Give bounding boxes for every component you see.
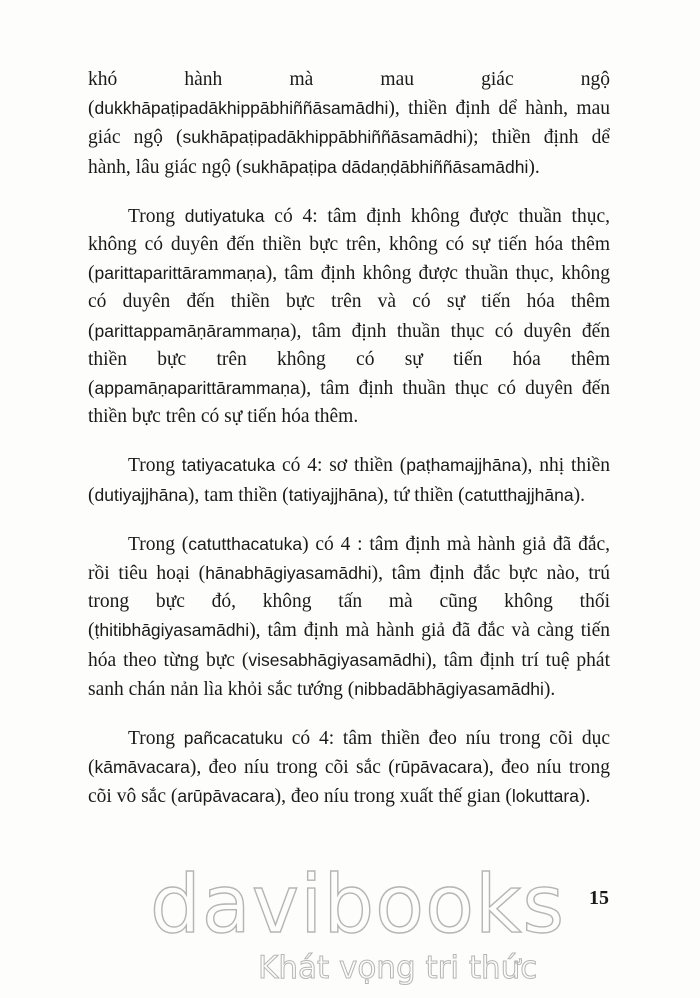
text-segment: ), đeo níu trong cõi sắc ( [189, 757, 395, 779]
text-segment: Trong [128, 728, 184, 750]
paragraph [88, 202, 610, 432]
text-segment: khó hành mà mau giác ngộ ( [88, 69, 610, 120]
text-segment: ), tâm định mà hành giả đã đắc và càng tiến hóa theo từng bực ( [88, 620, 610, 671]
pali-term: parittaparittārammaṇa [94, 263, 266, 284]
pali-term: sukhāpaṭipadākhippābhiññāsamādhi [182, 127, 467, 148]
pali-term: kāmāvacara [94, 757, 190, 778]
pali-term: rūpāvacara [394, 757, 483, 778]
pali-term: catutthacatuka [188, 533, 303, 554]
text-segment: Trong [128, 455, 182, 477]
text-segment: ), đeo níu trong cõi vô sắc ( [88, 757, 610, 808]
pali-term: visesabhāgiyasamādhi [248, 649, 426, 670]
pali-term: paṭhamajjhāna [406, 455, 522, 476]
text-segment: ), tâm định thuần thục có duyên đến thiền bực trên có sự tiến hóa thêm. [88, 378, 610, 428]
text-segment: ). [573, 484, 585, 506]
text-segment: ), tâm định thuần thục có duyên đến thiền bực trên không có sự tiến hóa thêm ( [88, 320, 610, 400]
text-segment: ). [543, 678, 556, 700]
pali-term: lokuttara [511, 786, 579, 807]
text-segment: ) có 4 : tâm định mà hành giả đã đắc, rồi tiêu hoại ( [88, 533, 611, 585]
pali-term: ṭhitibhāgiyasamādhi [94, 620, 250, 641]
pali-term: parittappamāṇārammaṇa [94, 320, 291, 341]
watermark-brand: davibooks [150, 858, 566, 951]
body-text [88, 66, 610, 832]
text-segment: ). [528, 156, 540, 178]
pali-term: dutiyajjhāna [94, 484, 188, 505]
text-segment: ); thiền định dể hành, lâu giác ngộ ( [88, 127, 610, 178]
pali-term: tatiyacatuka [181, 455, 276, 476]
page-number: 15 [589, 887, 609, 909]
text-segment: ), nhị thiền ( [88, 455, 610, 506]
text-segment: Trong [128, 205, 185, 227]
text-segment: có 4: sơ thiền ( [275, 455, 407, 477]
text-segment: có 4: tâm định không được thuần thục, không có duyên đến thiền bực trên, không có sự tiến hóa thêm ( [88, 205, 610, 285]
paragraph [88, 66, 610, 182]
text-segment: ). [578, 786, 591, 808]
pali-term: tatiyajjhāna [288, 484, 378, 505]
paragraph [88, 530, 610, 704]
watermark-tagline: Khát vọng tri thức [258, 950, 538, 986]
text-segment: ), thiền định dể hành, mau giác ngộ ( [88, 98, 610, 149]
paragraph [88, 451, 610, 509]
pali-term: dukkhāpaṭipadākhippābhiññāsamādhi [94, 98, 389, 119]
pali-term: catutthajjhāna [464, 484, 574, 505]
pali-term: arūpāvacara [177, 786, 275, 807]
text-segment: ), tâm định trí tuệ phát sanh chán nản lìa khỏi sắc tướng ( [88, 649, 610, 700]
pali-term: appamāṇaparittārammaṇa [94, 378, 300, 399]
text-segment: có 4: tâm thiền đeo níu trong cõi dục ( [88, 728, 610, 779]
pali-term: nibbadābhāgiyasamādhi [354, 678, 544, 699]
text-segment: ), tứ thiền ( [377, 484, 465, 506]
watermark [150, 858, 570, 995]
pali-term: dutiyatuka [184, 205, 265, 226]
text-segment: ), tâm định không được thuần thục, không có duyên đến thiền bực trên và có sự tiến hóa thêm ( [88, 263, 610, 342]
paragraph [88, 724, 610, 812]
pali-term: hānabhāgiyasamādhi [205, 563, 372, 584]
text-segment: ), tam thiền ( [187, 484, 289, 506]
pali-term: sukhāpaṭipa dādaṇḍābhiññāsamādhi [242, 156, 529, 177]
text-segment: ), tâm định đắc bực nào, trú trong bực đó, không tấn mà cũng không thối ( [88, 563, 610, 642]
text-segment: Trong ( [128, 533, 189, 555]
pali-term: pañcacatuku [183, 728, 283, 749]
text-segment: ), đeo níu trong xuất thế gian ( [274, 786, 512, 808]
